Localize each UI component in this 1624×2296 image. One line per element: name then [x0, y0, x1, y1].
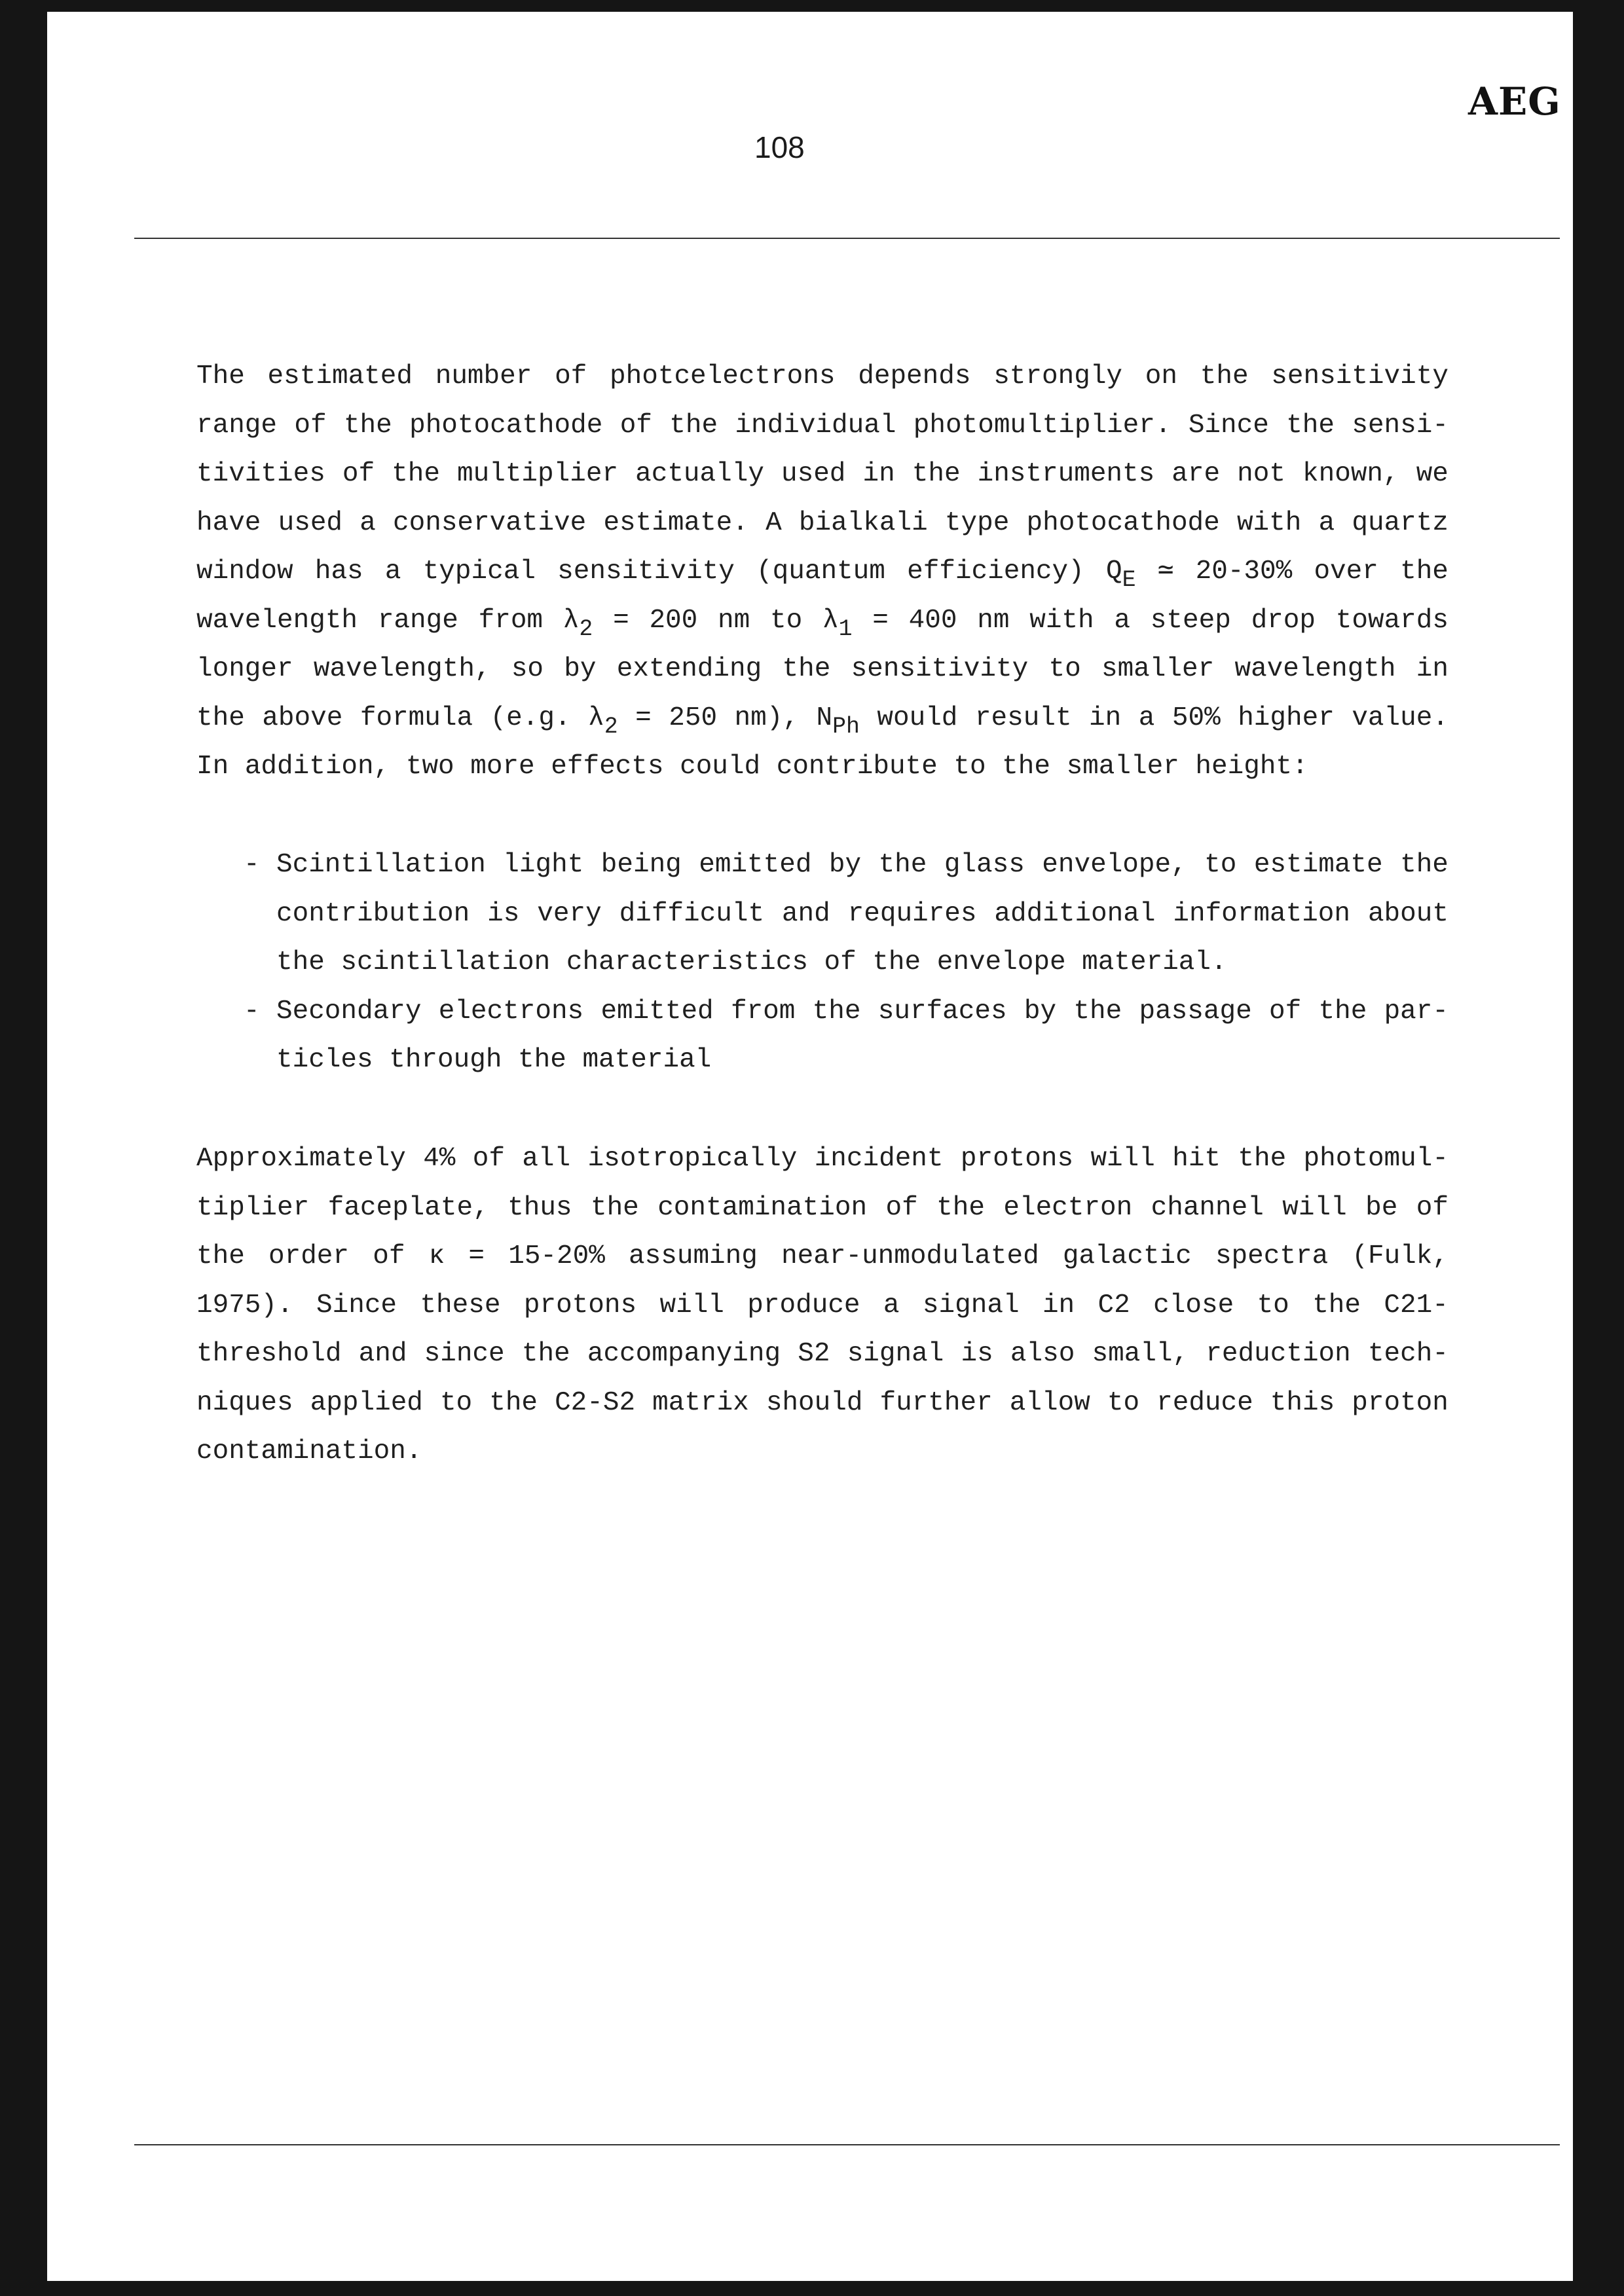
word: in	[1416, 654, 1449, 684]
word: estimate.	[603, 507, 748, 538]
word: will	[1090, 1144, 1155, 1174]
word: photcelectrons	[610, 361, 836, 392]
bullet-list	[244, 841, 1449, 1085]
word: instruments	[977, 459, 1155, 489]
word: reduction	[1206, 1339, 1351, 1369]
word: isotropically	[587, 1144, 798, 1174]
word: to	[770, 605, 803, 636]
word: range	[377, 605, 458, 636]
word: sensi-	[1352, 410, 1449, 441]
word: sensitivity	[1271, 361, 1449, 392]
word: 15-20%	[508, 1241, 605, 1271]
word: close	[1153, 1290, 1234, 1321]
word: $\lambda_2$	[588, 702, 618, 740]
word: smaller	[1101, 654, 1215, 684]
word: drop	[1251, 605, 1316, 636]
word: in	[1042, 1290, 1075, 1321]
bullet-text	[276, 841, 1449, 987]
word: hit	[1172, 1144, 1221, 1174]
word: also	[1010, 1339, 1075, 1369]
text-line	[196, 499, 1449, 548]
word: used	[278, 507, 343, 538]
word: the	[1238, 1144, 1287, 1174]
word: is	[487, 898, 520, 929]
text-line	[196, 547, 1449, 596]
word: assuming	[629, 1241, 758, 1271]
header-divider	[134, 238, 1560, 239]
word: could	[680, 752, 761, 782]
word: the	[1200, 361, 1249, 392]
word: nm),	[734, 702, 799, 733]
word: Scintillation	[276, 850, 486, 880]
word: protons	[960, 1144, 1074, 1174]
word: the	[343, 410, 392, 441]
word: the	[1002, 752, 1050, 782]
word: thus	[507, 1192, 572, 1223]
word: small,	[1092, 1339, 1189, 1369]
word: to	[1257, 1290, 1289, 1321]
word: κ	[428, 1241, 445, 1271]
word: be	[1365, 1192, 1398, 1223]
word: photocathode	[409, 410, 603, 441]
word: 20-30%	[1195, 556, 1293, 587]
text-line	[276, 841, 1449, 890]
word: envelope	[936, 947, 1066, 977]
word: this	[1270, 1387, 1335, 1418]
word: =	[613, 605, 629, 636]
word: a	[360, 507, 376, 538]
word: A	[766, 507, 782, 538]
word: channel	[1151, 1192, 1264, 1223]
text-line	[276, 1036, 1449, 1085]
word: material.	[1082, 947, 1227, 977]
word: scintillation	[341, 947, 551, 977]
word: par-	[1384, 996, 1449, 1027]
word: the	[1400, 556, 1449, 587]
word: should	[766, 1387, 863, 1418]
word: a	[1318, 507, 1335, 538]
word: photomul-	[1303, 1144, 1449, 1174]
word: reduce	[1156, 1387, 1253, 1418]
word: wavelength	[196, 605, 358, 636]
word: 200	[649, 605, 698, 636]
word: has	[314, 556, 363, 587]
word: and	[358, 1339, 407, 1369]
word: more	[470, 752, 535, 782]
word: of	[619, 410, 652, 441]
word: formula	[360, 702, 473, 733]
word: since	[424, 1339, 505, 1369]
word: about	[1367, 898, 1449, 929]
word: number	[435, 361, 532, 392]
word: the	[196, 1241, 245, 1271]
word: steep	[1150, 605, 1231, 636]
word: so	[511, 654, 544, 684]
word: (quantum	[756, 556, 885, 587]
word: with	[1029, 605, 1094, 636]
word: the	[1318, 996, 1367, 1027]
word: niques	[196, 1387, 293, 1418]
word: above	[262, 702, 343, 733]
word: we	[1416, 459, 1449, 489]
word: threshold	[196, 1339, 342, 1369]
word: the	[1400, 850, 1449, 880]
word: 50%	[1172, 702, 1221, 733]
word: contribute	[776, 752, 938, 782]
word: conservative	[393, 507, 587, 538]
word: emitted	[699, 850, 812, 880]
word: ticles	[276, 1045, 373, 1075]
word: known,	[1302, 459, 1399, 489]
word: faceplate,	[327, 1192, 489, 1223]
text-line	[276, 987, 1449, 1036]
word: 400	[908, 605, 957, 636]
word: the	[812, 996, 861, 1027]
word: through	[389, 1045, 502, 1075]
word: extending	[616, 654, 762, 684]
word: applied	[310, 1387, 423, 1418]
word: ≃	[1157, 556, 1174, 587]
word: and	[781, 898, 830, 929]
word: will	[1282, 1192, 1347, 1223]
word: $\lambda_2$	[563, 605, 593, 642]
word: electron	[1003, 1192, 1133, 1223]
word: window	[196, 556, 293, 587]
word: the	[782, 654, 831, 684]
text-line	[196, 645, 1449, 694]
word: from	[730, 996, 796, 1027]
word: typical	[422, 556, 536, 587]
word: a	[1138, 702, 1155, 733]
text-line	[196, 1281, 1449, 1330]
word: type	[944, 507, 1010, 538]
text-line	[196, 1184, 1449, 1233]
word: by	[564, 654, 597, 684]
word: sensitivity	[557, 556, 735, 587]
word: the	[872, 947, 921, 977]
word: in	[862, 459, 895, 489]
footer-divider	[134, 2144, 1560, 2145]
word: the	[1312, 1290, 1361, 1321]
word: not	[1237, 459, 1285, 489]
word: contribution	[276, 898, 470, 929]
bullet-item-secondary-electrons	[244, 987, 1449, 1085]
word: is	[961, 1339, 993, 1369]
word: envelope,	[1042, 850, 1187, 880]
word: sensitivity	[851, 654, 1029, 684]
word: would	[877, 702, 958, 733]
word: to	[1048, 654, 1081, 684]
word: C2-S2	[555, 1387, 636, 1418]
word: higher	[1238, 702, 1335, 733]
word: nm	[718, 605, 750, 636]
word: of	[885, 1192, 918, 1223]
word: the	[521, 1339, 570, 1369]
word: actually	[635, 459, 764, 489]
word: spectra	[1215, 1241, 1329, 1271]
word: by	[828, 850, 862, 880]
text-line	[196, 1135, 1449, 1184]
word: the	[936, 1192, 985, 1223]
word: contamination	[657, 1192, 868, 1223]
word: on	[1145, 361, 1177, 392]
word: the	[669, 410, 718, 441]
word: tivities	[196, 459, 325, 489]
word: S2	[798, 1339, 830, 1369]
text-line	[196, 450, 1449, 499]
word: the	[878, 850, 927, 880]
bullet-dash: -	[244, 850, 260, 880]
word: contamination.	[196, 1436, 422, 1467]
bullet-item-scintillation	[244, 841, 1449, 987]
word: the	[196, 702, 245, 733]
word: C2	[1098, 1290, 1130, 1321]
aeg-logo: AEG	[1468, 79, 1561, 124]
word: of	[555, 361, 587, 392]
word: effects	[551, 752, 664, 782]
word: glass	[944, 850, 1025, 880]
text-line	[196, 1330, 1449, 1379]
word: height:	[1195, 752, 1308, 782]
word: surfaces	[877, 996, 1007, 1027]
word: to	[439, 1387, 473, 1418]
word: incident	[814, 1144, 944, 1174]
word: of	[1268, 996, 1302, 1027]
word: =	[872, 605, 889, 636]
word: strongly	[993, 361, 1123, 392]
word: will	[659, 1290, 724, 1321]
word: the	[1073, 996, 1122, 1027]
word: 250	[669, 702, 718, 733]
word: wavelength,	[313, 654, 491, 684]
word: the	[590, 1192, 639, 1223]
word: are	[1172, 459, 1221, 489]
word: $\lambda_1$	[822, 605, 853, 642]
word: requires	[847, 898, 977, 929]
word: individual	[735, 410, 896, 441]
word: over	[1314, 556, 1378, 587]
word: $N_{Ph}$	[816, 702, 860, 740]
word: from	[478, 605, 544, 636]
word: multiplier	[457, 459, 619, 489]
word: of	[294, 410, 327, 441]
bullet-text	[276, 987, 1449, 1085]
text-line	[196, 694, 1449, 743]
word: Since	[1188, 410, 1269, 441]
text-line	[196, 352, 1449, 401]
word: to	[953, 752, 986, 782]
word: the	[912, 459, 961, 489]
word: value.	[1352, 702, 1449, 733]
word: depends	[858, 361, 971, 392]
word: all	[522, 1144, 571, 1174]
word: proton	[1352, 1387, 1449, 1418]
word: of	[472, 1144, 505, 1174]
word: estimated	[267, 361, 413, 392]
word: a	[384, 556, 401, 587]
word: light	[503, 850, 584, 880]
word: the	[392, 459, 440, 489]
word: of	[1416, 1192, 1449, 1223]
word: near-unmodulated	[781, 1241, 1039, 1271]
word: of	[824, 947, 857, 977]
word: order	[268, 1241, 350, 1271]
word: emitted	[600, 996, 714, 1027]
word: of	[373, 1241, 405, 1271]
word: wavelength	[1234, 654, 1396, 684]
word: of	[342, 459, 375, 489]
word: characteristics	[566, 947, 808, 977]
word: difficult	[619, 898, 765, 929]
word: range	[196, 410, 278, 441]
word: result	[974, 702, 1072, 733]
word: accompanying	[587, 1339, 781, 1369]
word: signal	[847, 1339, 944, 1369]
word: 1975).	[196, 1290, 293, 1321]
word: towards	[1335, 605, 1449, 636]
word: efficiency)	[907, 556, 1084, 587]
word: =	[468, 1241, 485, 1271]
word: protons	[523, 1290, 637, 1321]
word: galactic	[1062, 1241, 1192, 1271]
word: to	[1204, 850, 1237, 880]
word: tiplier	[196, 1192, 310, 1223]
word: the	[276, 947, 325, 977]
text-line	[196, 1427, 1449, 1476]
word: nm	[977, 605, 1010, 636]
word: 4%	[423, 1144, 456, 1174]
word: with	[1236, 507, 1302, 538]
paragraph-photoelectrons	[196, 352, 1449, 792]
word: information	[1173, 898, 1351, 929]
document-page	[47, 12, 1573, 2281]
word: (Fulk,	[1352, 1241, 1449, 1271]
word: estimate	[1253, 850, 1383, 880]
word: $Q_E$	[1105, 556, 1136, 594]
text-line	[276, 938, 1449, 987]
word: matrix	[652, 1387, 749, 1418]
word: photomultiplier.	[913, 410, 1172, 441]
word: Approximately	[196, 1144, 406, 1174]
word: passage	[1139, 996, 1252, 1027]
text-line	[276, 890, 1449, 939]
word: signal	[922, 1290, 1020, 1321]
word: C21-	[1384, 1290, 1449, 1321]
word: very	[537, 898, 602, 929]
word: the	[518, 1045, 566, 1075]
text-line	[196, 1379, 1449, 1428]
word: these	[420, 1290, 501, 1321]
text-line	[196, 596, 1449, 646]
word: quartz	[1352, 507, 1449, 538]
word: further	[879, 1387, 993, 1418]
word: to	[1107, 1387, 1140, 1418]
word: In	[196, 752, 229, 782]
word: addition,	[244, 752, 390, 782]
page-number: 108	[754, 130, 805, 164]
word: a	[883, 1290, 900, 1321]
word: in	[1089, 702, 1122, 733]
word: two	[405, 752, 454, 782]
word: produce	[747, 1290, 860, 1321]
text-line	[196, 742, 1449, 792]
text-line	[196, 1232, 1449, 1281]
word: electrons	[438, 996, 584, 1027]
word: The	[196, 361, 245, 392]
word: additional	[994, 898, 1156, 929]
word: (e.g.	[490, 702, 571, 733]
word: a	[1114, 605, 1131, 636]
word: =	[635, 702, 652, 733]
word: smaller	[1066, 752, 1179, 782]
word: bialkali	[798, 507, 928, 538]
word: Since	[316, 1290, 397, 1321]
word: material	[582, 1045, 712, 1075]
word: by	[1024, 996, 1057, 1027]
word: allow	[1009, 1387, 1090, 1418]
word: tech-	[1367, 1339, 1449, 1369]
word: photocathode	[1026, 507, 1220, 538]
word: being	[600, 850, 682, 880]
word: longer	[196, 654, 293, 684]
word: Secondary	[276, 996, 422, 1027]
paragraph-proton-contamination	[196, 1135, 1449, 1476]
text-line	[196, 401, 1449, 450]
word: the	[489, 1387, 538, 1418]
word: used	[781, 459, 846, 489]
word: the	[1286, 410, 1335, 441]
bullet-dash: -	[244, 996, 260, 1027]
word: have	[196, 507, 261, 538]
